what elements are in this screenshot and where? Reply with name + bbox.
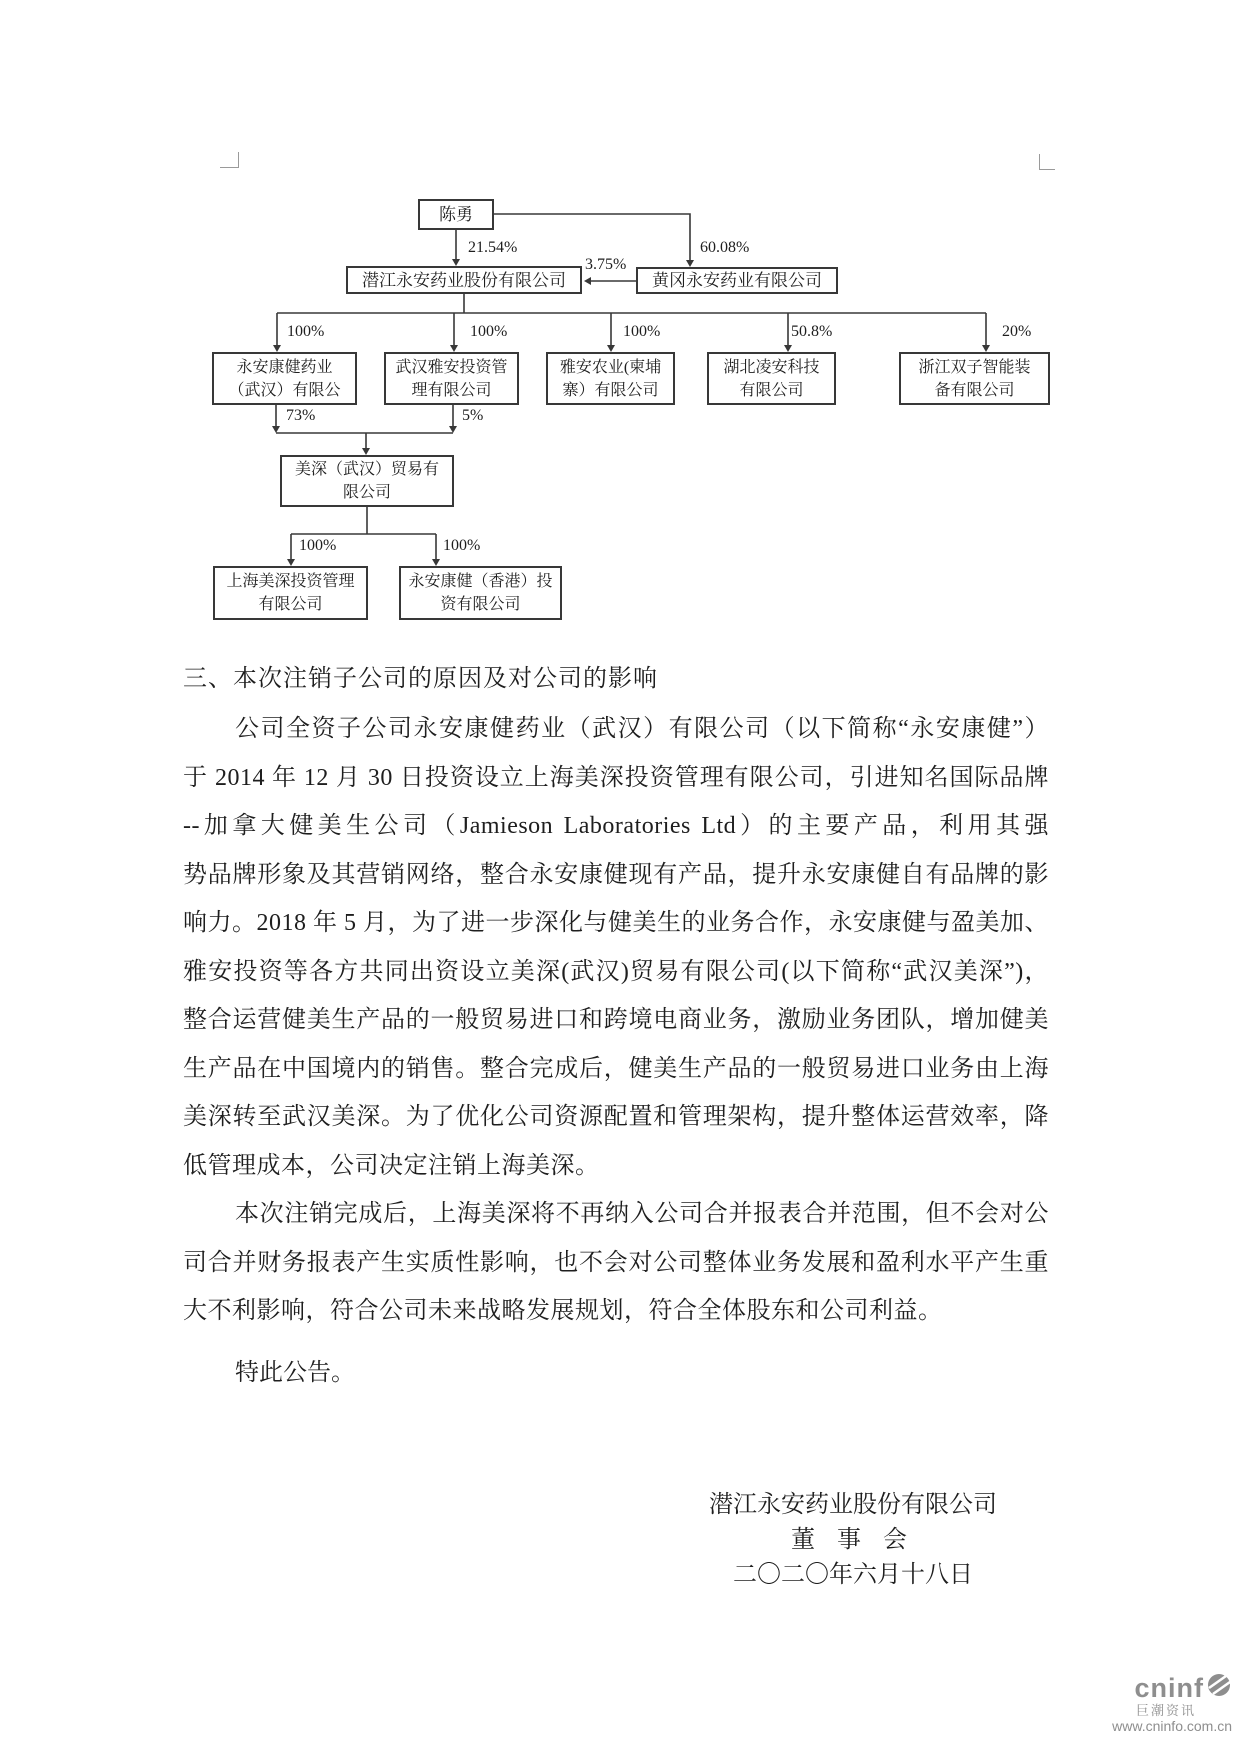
org-node-label: 永安康健（香港）投 bbox=[408, 573, 553, 590]
cninfo-logo-row bbox=[1062, 1672, 1232, 1703]
ownership-percent-label: 50.8% bbox=[791, 323, 833, 340]
signature-block bbox=[620, 1488, 1086, 1593]
org-node-zhejiang-shuangzi bbox=[899, 352, 1050, 405]
org-node-label: 寨）有限公司 bbox=[562, 381, 659, 399]
org-node-shanghai-meishen bbox=[213, 566, 368, 620]
body-line: 本次注销完成后，上海美深将不再纳入公司合并报表合并范围，但不会对公 bbox=[235, 1201, 1049, 1227]
body-line: 生产品在中国境内的销售。整合完成后，健美生产品的一般贸易进口业务由上海 bbox=[183, 1055, 1049, 1082]
section-heading: 三、本次注销子公司的原因及对公司的影响 bbox=[183, 666, 658, 692]
cninfo-url: www.cninfo.com.cn bbox=[1112, 1718, 1232, 1734]
ownership-percent-label: 21.54% bbox=[468, 239, 518, 256]
body-line: 于 2014 年 12 月 30 日投资设立上海美深投资管理有限公司，引进知名国际品牌 bbox=[183, 764, 1049, 791]
org-node-yongan-kangjian-wuhan bbox=[212, 352, 357, 405]
body-paragraphs bbox=[183, 705, 1049, 1336]
org-node-label: 有限公司 bbox=[258, 596, 323, 613]
org-node-label: 湖北凌安科技 bbox=[723, 358, 820, 376]
org-node-label: （武汉）有限公 bbox=[228, 381, 341, 399]
body-line: 美深转至武汉美深。为了优化公司资源配置和管理架构，提升整体运营效率，降 bbox=[183, 1104, 1049, 1130]
org-node-wuhan-yaan-investment bbox=[384, 352, 519, 405]
org-node-label: 陈勇 bbox=[439, 205, 473, 224]
body-line: --加拿大健美生公司（Jamieson Laboratories Ltd）的主要产品，利用其强 bbox=[183, 813, 1049, 839]
ownership-percent-label: 60.08% bbox=[700, 239, 750, 256]
org-node-label: 美深（武汉）贸易有 bbox=[294, 461, 439, 478]
org-node-label: 限公司 bbox=[342, 484, 391, 501]
body-line: 低管理成本，公司决定注销上海美深。 bbox=[183, 1152, 600, 1179]
body-line: 大不利影响，符合公司未来战略发展规划，符合全体股东和公司利益。 bbox=[183, 1298, 943, 1324]
ownership-percent-label: 100% bbox=[287, 323, 325, 340]
ownership-percent-label: 100% bbox=[470, 323, 508, 340]
org-node-label: 潜江永安药业股份有限公司 bbox=[362, 270, 566, 290]
org-node-meishen-wuhan-trading bbox=[280, 455, 454, 507]
org-node-label: 雅安农业(柬埔 bbox=[559, 358, 662, 376]
body-line: 公司全资子公司永安康健药业（武汉）有限公司（以下简称“永安康健”） bbox=[235, 716, 1049, 742]
margin-corner-mark-left bbox=[220, 152, 239, 168]
org-node-chenyong bbox=[418, 199, 494, 230]
body-line: 势品牌形象及其营销网络，整合永安康健现有产品，提升永安康健自有品牌的影 bbox=[183, 861, 1049, 888]
org-node-label: 资有限公司 bbox=[440, 596, 521, 613]
margin-corner-mark-right bbox=[1039, 154, 1055, 170]
notice-line: 特此公告。 bbox=[235, 1360, 355, 1386]
org-node-hubei-lingan-tech bbox=[707, 352, 836, 405]
cninfo-logo-text: cninf bbox=[1134, 1672, 1204, 1703]
org-node-label: 理有限公司 bbox=[411, 381, 492, 399]
org-node-label: 上海美深投资管理 bbox=[226, 573, 355, 590]
ownership-percent-label: 73% bbox=[286, 407, 316, 424]
org-node-label: 有限公司 bbox=[739, 381, 804, 399]
cninfo-globe-icon bbox=[1206, 1672, 1232, 1703]
org-node-yaan-agriculture-cambodia bbox=[546, 352, 675, 405]
signature-company: 潜江永安药业股份有限公司 bbox=[709, 1492, 997, 1518]
org-node-label: 备有限公司 bbox=[934, 381, 1015, 399]
body-line: 雅安投资等各方共同出资设立美深(武汉)贸易有限公司(以下简称“武汉美深”)， bbox=[183, 958, 1049, 985]
org-node-label: 武汉雅安投资管 bbox=[395, 358, 508, 376]
org-node-label: 黄冈永安药业有限公司 bbox=[652, 271, 822, 290]
ownership-percent-label: 5% bbox=[462, 407, 484, 424]
ownership-percent-label: 20% bbox=[1002, 323, 1032, 340]
org-node-qianjiang-yongan bbox=[346, 266, 582, 294]
ownership-percent-label: 100% bbox=[299, 537, 337, 554]
body-line: 整合运营健美生产品的一般贸易进口和跨境电商业务，激励业务团队，增加健美 bbox=[183, 1007, 1049, 1033]
org-node-label: 永安康健药业 bbox=[236, 358, 333, 376]
cninfo-watermark bbox=[1062, 1672, 1232, 1734]
org-node-yongan-kangjian-hongkong bbox=[399, 566, 562, 620]
body-line: 司合并财务报表产生实质性影响，也不会对公司整体业务发展和盈利水平产生重 bbox=[183, 1249, 1049, 1276]
org-node-huanggang-yongan bbox=[636, 267, 838, 294]
signature-board: 董 事 会 bbox=[791, 1527, 915, 1553]
org-node-label: 浙江双子智能装 bbox=[918, 358, 1031, 376]
ownership-percent-label: 100% bbox=[443, 537, 481, 554]
ownership-percent-label: 100% bbox=[623, 323, 661, 340]
ownership-percent-label: 3.75% bbox=[585, 256, 627, 273]
cninfo-chinese-name: 巨潮资讯 bbox=[1135, 1703, 1196, 1718]
body-line: 响力。2018 年 5 月，为了进一步深化与健美生的业务合作，永安康健与盈美加、 bbox=[183, 910, 1049, 936]
signature-date: 二〇二〇年六月十八日 bbox=[733, 1562, 973, 1588]
